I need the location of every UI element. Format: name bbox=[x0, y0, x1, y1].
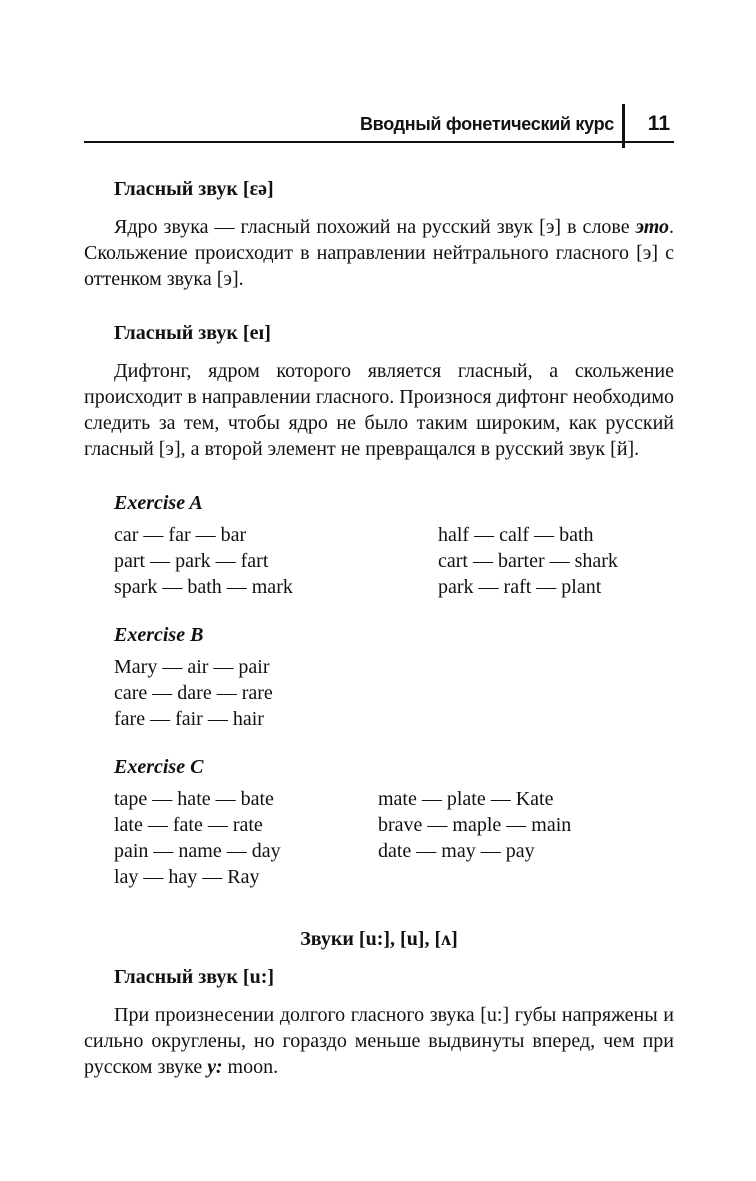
word-row: late — fate — rate bbox=[114, 814, 263, 836]
exercise-c-list bbox=[114, 786, 674, 890]
emphasis-word: у: bbox=[207, 1056, 223, 1078]
para-text: При произнесении долгого гласного звука [u:] губы напряжены и сильно округлены, но гораздо меньше выдвинуты вперед, чем при русском звуке bbox=[84, 1004, 674, 1078]
word-row: part — park — fart bbox=[114, 550, 269, 572]
exercise-c-title: Exercise C bbox=[114, 756, 204, 778]
section-heading-eə: Гласный звук [εə] bbox=[114, 178, 274, 200]
exercise-a-title: Exercise A bbox=[114, 492, 203, 514]
exercise-c-column-1 bbox=[114, 786, 378, 890]
word-row: car — far — bar bbox=[114, 524, 247, 546]
word-row: tape — hate — bate bbox=[114, 788, 274, 810]
page-number: 11 bbox=[647, 112, 670, 135]
exercise-a-column-1 bbox=[114, 522, 438, 600]
word-row: half — calf — bath bbox=[438, 524, 594, 546]
word-row: pain — name — day bbox=[114, 840, 281, 862]
header-rule bbox=[84, 141, 674, 143]
para-text: . Скольжение происходит в направлении нейтрального гласного [э] с оттенком звука [э]. bbox=[84, 216, 674, 290]
section-subheading-u-long: Гласный звук [u:] bbox=[114, 966, 275, 988]
header-title: Вводный фонетический курс bbox=[359, 114, 614, 134]
section-paragraph-ei: Дифтонг, ядром которого является гласный, а скольжение происходит в направлении гласного. Произнося дифтонг необходимо следить за тем, чтобы ядро не было таким широким, как русский гласный [э], а второй элемент не превращался в русский звук [й]. bbox=[84, 360, 674, 460]
word-row: spark — bath — mark bbox=[114, 576, 293, 598]
exercise-a-column-2 bbox=[438, 522, 618, 600]
word-row: care — dare — rare bbox=[114, 682, 273, 704]
exercise-b-list bbox=[114, 654, 674, 732]
word-row: park — raft — plant bbox=[438, 576, 602, 598]
section-paragraph-eə bbox=[84, 214, 674, 292]
word-row: brave — maple — main bbox=[378, 814, 572, 836]
page-content bbox=[84, 176, 674, 1080]
exercise-c-column-2 bbox=[378, 786, 571, 890]
word-row: date — may — pay bbox=[378, 840, 535, 862]
section-paragraph-u-long bbox=[84, 1002, 674, 1080]
word-row: Mary — air — pair bbox=[114, 656, 270, 678]
section-heading-ei: Гласный звук [eɪ] bbox=[114, 322, 271, 344]
word-row: fare — fair — hair bbox=[114, 708, 264, 730]
word-row: lay — hay — Ray bbox=[114, 866, 260, 888]
exercise-b-column-1 bbox=[114, 654, 273, 732]
running-header bbox=[84, 104, 674, 148]
para-text: Ядро звука — гласный похожий на русский звук [э] в слове bbox=[114, 216, 636, 238]
section-heading-u-sounds: Звуки [u:], [u], [ʌ] bbox=[300, 928, 458, 950]
emphasis-word: это bbox=[635, 216, 669, 238]
word-row: mate — plate — Kate bbox=[378, 788, 554, 810]
exercise-b-title: Exercise B bbox=[114, 624, 204, 646]
exercise-a-list bbox=[114, 522, 674, 600]
word-row: cart — barter — shark bbox=[438, 550, 618, 572]
para-text: moon. bbox=[222, 1056, 279, 1078]
